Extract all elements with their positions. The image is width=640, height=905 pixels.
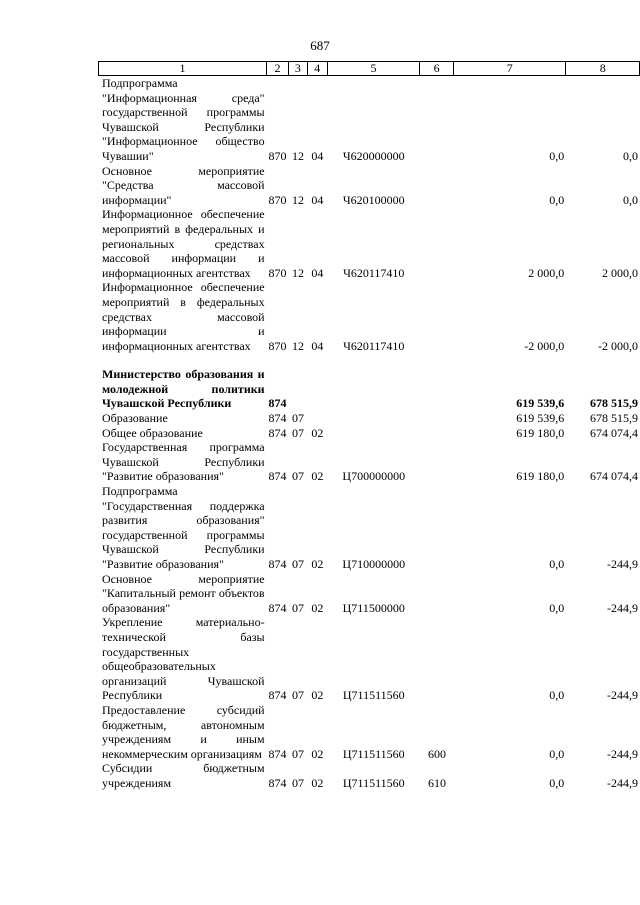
subsection-code: 02 <box>311 425 324 440</box>
ministry-code: 874 <box>268 775 287 790</box>
amount-col7: 619 180,0 <box>516 425 565 440</box>
table-row <box>98 572 640 616</box>
table-row <box>98 207 640 280</box>
subsection-code: 02 <box>311 469 324 484</box>
amount-col7: 0,0 <box>549 600 565 615</box>
row-name: Министерство образования и молодежной политики Чувашской Республики <box>102 367 265 411</box>
amount-col8: 0,0 <box>623 148 638 163</box>
section-code: 12 <box>292 148 304 163</box>
table-row <box>98 615 640 703</box>
subsection-code: 04 <box>311 192 324 207</box>
section-code: 12 <box>292 338 304 353</box>
amount-col8: 678 515,9 <box>590 396 638 411</box>
section-code: 07 <box>292 411 304 426</box>
column-number-3: 3 <box>288 62 307 76</box>
column-number-4: 4 <box>307 62 327 76</box>
target-article-code <box>327 426 420 441</box>
table-row <box>98 703 640 761</box>
section-code: 07 <box>292 469 304 484</box>
amount-col8: 674 074,4 <box>590 469 638 484</box>
row-name: Укрепление материально-технической базы государственных общеобразовательных организаций Чувашской Республики <box>102 615 265 703</box>
table-row <box>98 164 640 208</box>
row-name: Предоставление субсидий бюджетным, автономным учреждениям и иным некоммерческим организациям <box>102 702 265 761</box>
ministry-code: 874 <box>268 746 287 761</box>
amount-col8: -2 000,0 <box>598 338 638 353</box>
section-code: 07 <box>292 775 304 790</box>
row-name: Основное мероприятие "Капитальный ремонт объектов образования" <box>102 571 265 615</box>
amount-col8: 678 515,9 <box>590 411 638 426</box>
subsection-code: 02 <box>311 775 324 790</box>
page-number: 687 <box>310 38 330 53</box>
section-code: 12 <box>292 265 304 280</box>
target-article-code: Ч620117410 <box>343 338 405 353</box>
table-row <box>98 761 640 790</box>
expense-type-code: 610 <box>428 775 447 790</box>
target-article-code: Ц700000000 <box>342 469 406 484</box>
subsection-code: 02 <box>311 746 324 761</box>
amount-col7: 0,0 <box>549 557 565 571</box>
section-code: 07 <box>292 425 304 440</box>
column-number-2: 2 <box>267 62 289 76</box>
column-number-6: 6 <box>420 62 454 76</box>
subsection-code: 04 <box>311 338 324 353</box>
expense-type-code <box>420 207 454 280</box>
column-header-row <box>98 61 640 76</box>
ministry-code: 870 <box>268 265 287 280</box>
ministry-code: 874 <box>268 396 287 411</box>
target-article-code: Ц711511560 <box>342 746 405 761</box>
expense-type-code <box>420 367 454 411</box>
amount-col7: 0,0 <box>549 192 565 207</box>
column-number-7: 7 <box>454 62 566 76</box>
column-number-1: 1 <box>99 62 267 76</box>
row-name: Основное мероприятие "Средства массовой информации" <box>102 163 265 207</box>
row-name: Субсидии бюджетным учреждениям <box>102 761 265 790</box>
amount-col7: 0,0 <box>549 148 565 163</box>
amount-col8: 2 000,0 <box>602 265 638 280</box>
ministry-code: 874 <box>268 688 287 703</box>
amount-col7: -2 000,0 <box>524 338 565 353</box>
table-row <box>98 426 640 441</box>
target-article-code: Ц711500000 <box>342 600 405 615</box>
row-name: Информационное обеспечение мероприятий в федеральных и региональных средствах массовой информации и информационных агентствах <box>102 207 265 280</box>
expense-type-code <box>420 572 454 616</box>
subsection-code: 02 <box>311 557 324 571</box>
amount-col7: 0,0 <box>549 746 565 761</box>
target-article-code: Ч620100000 <box>342 192 405 207</box>
row-name: Информационное обеспечение мероприятий в федеральных средствах массовой информации и информационных агентствах <box>102 280 265 353</box>
amount-col8: -244,9 <box>607 775 638 790</box>
column-number-8: 8 <box>566 62 640 76</box>
expense-type-code <box>420 164 454 208</box>
target-article-code: Ц711511560 <box>342 775 405 790</box>
target-article-code: Ц711511560 <box>342 688 405 703</box>
table-row <box>98 76 640 164</box>
subsection-code: 04 <box>311 148 324 163</box>
amount-col7: 0,0 <box>549 775 565 790</box>
amount-col8: 0,0 <box>623 192 638 207</box>
expense-type-code <box>420 76 454 164</box>
row-name: Общее образование <box>102 425 203 440</box>
subsection-code: 04 <box>311 265 324 280</box>
expense-type-code <box>420 484 454 572</box>
amount-col7: 0,0 <box>549 688 565 703</box>
target-article-code: Ц710000000 <box>342 557 406 571</box>
expense-type-code <box>420 440 454 484</box>
amount-col8: -244,9 <box>607 746 638 761</box>
ministry-code: 870 <box>268 338 287 353</box>
row-name: Государственная программа Чувашской Республики "Развитие образования" <box>102 440 265 484</box>
expense-type-code <box>420 280 454 353</box>
target-article-code <box>327 367 420 411</box>
ministry-code: 874 <box>268 557 287 571</box>
ministry-code: 874 <box>268 411 287 426</box>
amount-col8: 674 074,4 <box>590 425 638 440</box>
ministry-code: 874 <box>268 600 287 615</box>
row-name: Образование <box>102 411 168 426</box>
spacer-row <box>98 353 640 367</box>
section-code: 07 <box>292 688 304 703</box>
ministry-code: 870 <box>268 192 287 207</box>
amount-col7: 619 539,6 <box>516 411 565 426</box>
subsection-code <box>307 411 327 426</box>
column-number-5: 5 <box>327 62 419 76</box>
table-row <box>98 411 640 426</box>
expense-type-code <box>420 615 454 703</box>
ministry-code: 874 <box>268 469 287 484</box>
section-code <box>289 367 308 411</box>
section-code: 07 <box>292 746 304 761</box>
section-code: 07 <box>292 557 304 571</box>
amount-col8: -244,9 <box>607 557 638 571</box>
budget-table <box>98 76 640 791</box>
amount-col7: 619 539,6 <box>516 396 565 411</box>
expense-type-code <box>420 411 454 426</box>
amount-col7: 619 180,0 <box>516 469 565 484</box>
target-article-code: Ч620117410 <box>343 265 405 280</box>
amount-col7: 2 000,0 <box>528 265 565 280</box>
expense-type-code: 600 <box>428 746 447 761</box>
amount-col8: -244,9 <box>607 600 638 615</box>
amount-col8: -244,9 <box>607 688 638 703</box>
table-row <box>98 280 640 353</box>
ministry-code: 870 <box>268 148 287 163</box>
table-row <box>98 484 640 572</box>
table-row <box>98 440 640 484</box>
ministry-code: 874 <box>268 425 287 440</box>
section-code: 07 <box>292 600 304 615</box>
row-name: Подпрограмма "Государственная поддержка развития образования" государственной программы Чувашской Республики "Развитие образования" <box>102 484 265 571</box>
subsection-code: 02 <box>311 600 324 615</box>
target-article-code <box>327 411 420 426</box>
row-name: Подпрограмма "Информационная среда" государственной программы Чувашской Республики "Информационное общество Чувашии" <box>102 76 265 163</box>
subsection-code <box>307 367 327 411</box>
section-code: 12 <box>292 192 304 207</box>
subsection-code: 02 <box>311 688 324 703</box>
table-row <box>98 367 640 411</box>
expense-type-code <box>420 426 454 441</box>
target-article-code: Ч620000000 <box>342 148 405 163</box>
